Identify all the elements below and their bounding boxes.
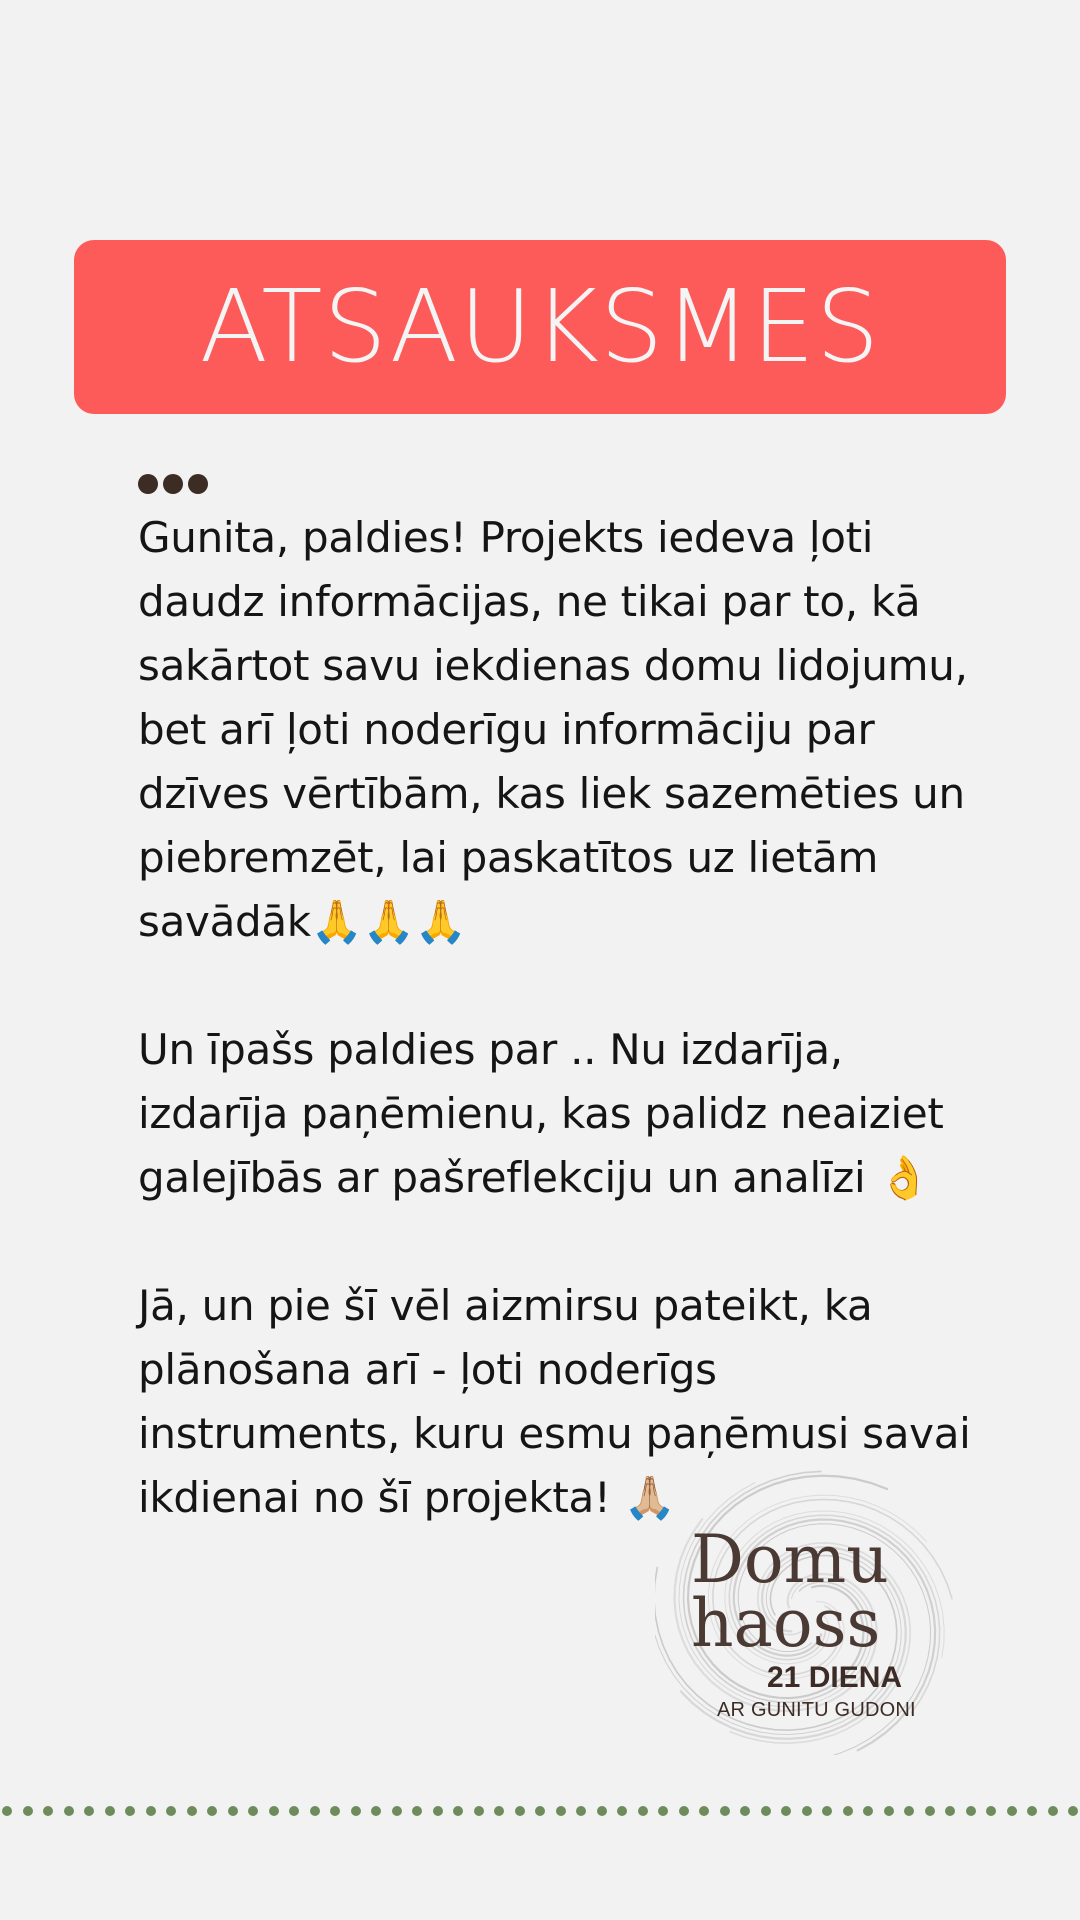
divider-dot — [310, 1806, 320, 1816]
logo-word-domu: Domu — [691, 1521, 889, 1598]
divider-dot — [289, 1806, 299, 1816]
logo-subtitle: AR GUNITU GUDONI — [717, 1699, 916, 1721]
divider-dot — [371, 1806, 381, 1816]
ellipsis-icon — [138, 474, 208, 494]
divider-dot — [453, 1806, 463, 1816]
divider-dot — [1007, 1806, 1017, 1816]
divider-dot — [474, 1806, 484, 1816]
divider-dot — [125, 1806, 135, 1816]
divider-dot — [843, 1806, 853, 1816]
divider-dot — [392, 1806, 402, 1816]
dotted-divider — [0, 1803, 1080, 1819]
divider-dot — [515, 1806, 525, 1816]
divider-dot — [412, 1806, 422, 1816]
divider-dot — [248, 1806, 258, 1816]
divider-dot — [822, 1806, 832, 1816]
divider-dot — [1027, 1806, 1037, 1816]
divider-dot — [597, 1806, 607, 1816]
divider-dot — [617, 1806, 627, 1816]
divider-dot — [207, 1806, 217, 1816]
divider-dot — [699, 1806, 709, 1816]
logo-days: 21 DIENA — [767, 1661, 903, 1694]
divider-dot — [1068, 1806, 1078, 1816]
divider-dot — [494, 1806, 504, 1816]
divider-dot — [781, 1806, 791, 1816]
divider-dot — [2, 1806, 12, 1816]
ellipsis-dot — [138, 474, 158, 494]
divider-dot — [1048, 1806, 1058, 1816]
divider-dot — [802, 1806, 812, 1816]
logo-word-haoss: haoss — [691, 1585, 881, 1662]
divider-dot — [146, 1806, 156, 1816]
divider-dot — [863, 1806, 873, 1816]
title-banner — [74, 240, 1006, 414]
divider-dot — [84, 1806, 94, 1816]
ellipsis-dot — [188, 474, 208, 494]
divider-dot — [228, 1806, 238, 1816]
divider-dot — [43, 1806, 53, 1816]
divider-dot — [966, 1806, 976, 1816]
divider-dot — [535, 1806, 545, 1816]
divider-dot — [945, 1806, 955, 1816]
divider-dot — [187, 1806, 197, 1816]
divider-dot — [64, 1806, 74, 1816]
divider-dot — [740, 1806, 750, 1816]
divider-dot — [986, 1806, 996, 1816]
divider-dot — [925, 1806, 935, 1816]
review-text: Gunita, paldies! Projekts iedeva ļoti daudz informācijas, ne tikai par to, kā sakārtot savu iekdienas domu lidojumu, bet arī ļoti noderīgu informāciju par dzīves vērtībām, kas liek sazemēties un piebremzēt, lai paskatītos uz lietām savādāk🙏🙏🙏 Un īpašs paldies par .. Nu izdarīja, izdarīja paņēmienu, kas palidz neaiziet galejībās ar pašreflekciju un analīzi 👌 Jā, un pie šī vēl aizmirsu pateikt, ka plānošana arī - ļoti noderīgs instruments, kuru esmu paņēmusi savai ikdienai no šī projekta! 🙏🏼 — [138, 513, 971, 1522]
divider-dot — [658, 1806, 668, 1816]
divider-dot — [884, 1806, 894, 1816]
divider-dot — [761, 1806, 771, 1816]
divider-dot — [433, 1806, 443, 1816]
divider-dot — [904, 1806, 914, 1816]
divider-dot — [638, 1806, 648, 1816]
divider-dot — [269, 1806, 279, 1816]
divider-dot — [576, 1806, 586, 1816]
divider-dot — [23, 1806, 33, 1816]
divider-dot — [166, 1806, 176, 1816]
divider-dot — [720, 1806, 730, 1816]
divider-dot — [556, 1806, 566, 1816]
divider-dot — [105, 1806, 115, 1816]
divider-dot — [351, 1806, 361, 1816]
ellipsis-dot — [163, 474, 183, 494]
page-title: ATSAUKSMES — [199, 268, 881, 385]
domu-haoss-logo — [655, 1465, 960, 1755]
divider-dot — [679, 1806, 689, 1816]
divider-dot — [330, 1806, 340, 1816]
